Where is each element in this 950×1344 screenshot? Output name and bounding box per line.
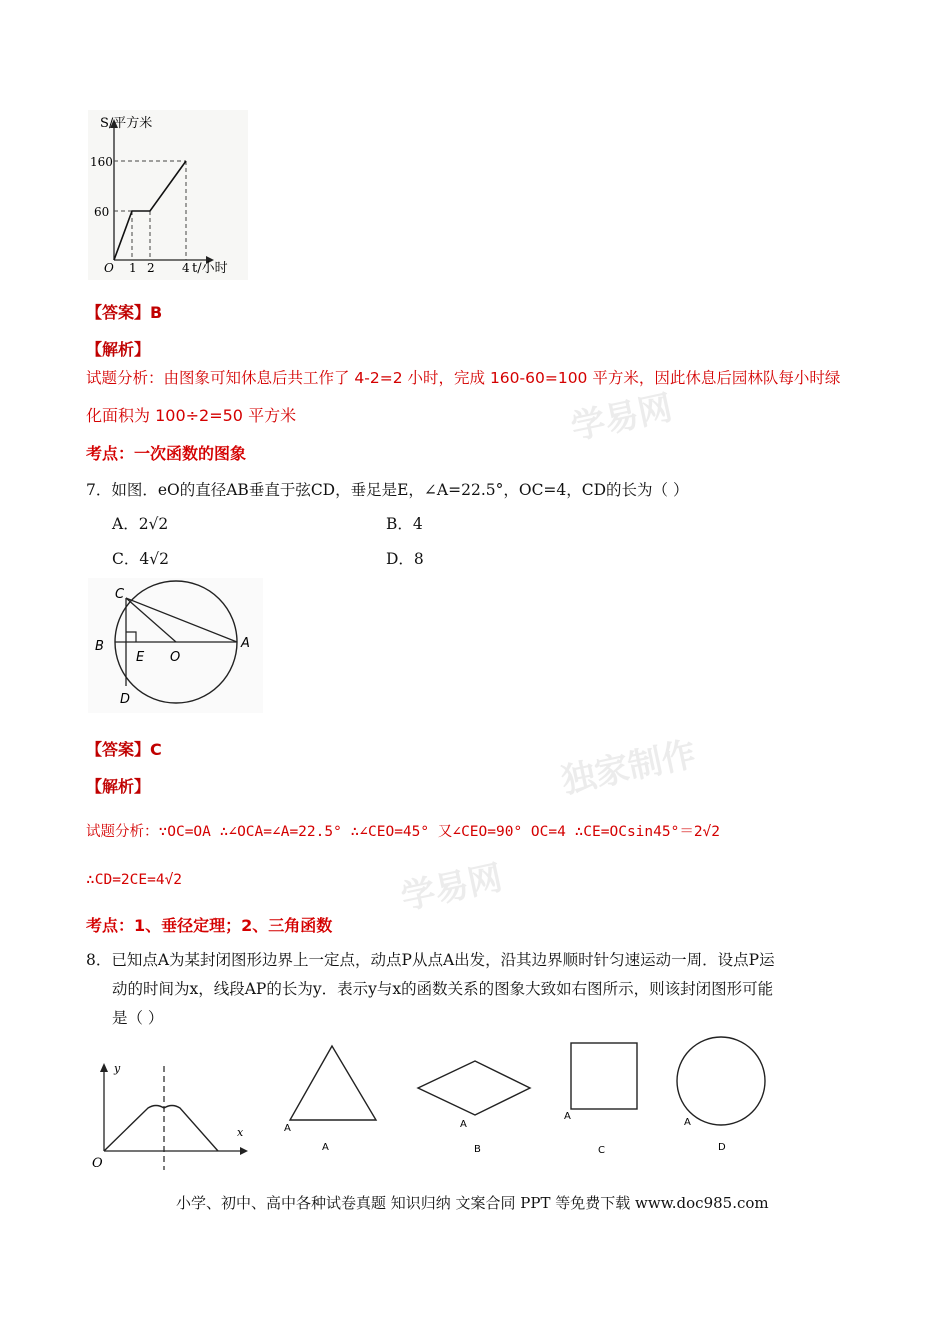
rhombus-point-a-label: A: [460, 1119, 467, 1130]
q7-circle-figure: [88, 578, 263, 713]
q8-stem-line2: 动的时间为x，线段AP的长为y．表示y与x的函数关系的图象大致如右图所示，则该封闭图形可能: [112, 980, 774, 998]
q6-answer-label: 【答案】B: [86, 303, 163, 322]
point-o-label: O: [170, 650, 181, 665]
q8-x-axis-label: x: [237, 1126, 244, 1139]
point-c-label: C: [115, 587, 125, 602]
q7-analysis-line2: ∴CD=2CE=4√2: [86, 872, 183, 888]
q6-topic: 考点：一次函数的图象: [86, 444, 247, 463]
watermark: 独家制作: [558, 734, 700, 802]
point-a-label: A: [241, 636, 250, 651]
x-tick-4: 4: [182, 261, 190, 275]
q8-origin-label: O: [92, 1156, 103, 1171]
x-tick-1: 1: [129, 261, 137, 275]
option-a-label: A: [322, 1142, 329, 1153]
q6-analysis-line2: 化面积为 100÷2=50 平方米: [86, 406, 297, 425]
q7-option-a: A．2√2: [112, 515, 169, 533]
q8-option-triangle: [282, 1042, 382, 1157]
q7-stem: 7．如图．eO的直径AB垂直于弦CD，垂足是E，∠A=22.5°，OC=4，CD的长为（ ）: [86, 481, 689, 499]
point-e-label: E: [136, 650, 145, 665]
q7-analysis-label: 【解析】: [86, 777, 151, 796]
q7-analysis-line1: 试题分析：∵OC=OA ∴∠OCA=∠A=22.5° ∴∠CEO=45° 又∠CEO=90° OC=4 ∴CE=OCsin45°＝2√2: [86, 824, 721, 840]
q8-function-graph: [86, 1058, 251, 1173]
q8-stem-line3: 是（ ）: [112, 1009, 164, 1027]
q7-answer-label: 【答案】C: [86, 740, 162, 759]
page-footer: 小学、初中、高中各种试卷真题 知识归纳 文案合同 PPT 等免费下载 www.doc985.com: [176, 1194, 769, 1212]
y-tick-60: 60: [94, 205, 110, 219]
q6-analysis-label: 【解析】: [86, 340, 151, 359]
x-tick-2: 2: [147, 261, 155, 275]
origin-label: O: [104, 261, 114, 275]
q8-y-axis-label: y: [114, 1062, 121, 1075]
q8-option-rhombus: [410, 1055, 535, 1155]
point-d-label: D: [120, 692, 131, 707]
point-b-label: B: [95, 639, 104, 654]
q8-stem-line1: 8．已知点A为某封闭图形边界上一定点，动点P从点A出发，沿其边界顺时针匀速运动一周．设点P运: [86, 951, 775, 969]
q8-option-square: [562, 1038, 647, 1158]
y-tick-160: 160: [90, 155, 113, 169]
x-axis-label: t/小时: [192, 261, 228, 276]
square-point-a-label: A: [564, 1111, 571, 1122]
y-axis-label: S/平方米: [100, 116, 153, 131]
q7-option-d: D．8: [386, 550, 424, 568]
q6-area-time-graph: [88, 110, 248, 280]
q7-option-c: C．4√2: [112, 550, 169, 568]
q8-option-circle: [672, 1028, 772, 1158]
option-d-label: D: [718, 1142, 726, 1153]
q6-analysis-line1: 试题分析：由图象可知休息后共工作了 4-2=2 小时，完成 160-60=100 平方米，因此休息后园林队每小时绿: [86, 369, 841, 387]
circle-point-a-label: A: [684, 1117, 691, 1128]
q7-option-b: B．4: [386, 515, 423, 533]
option-c-label: C: [598, 1145, 605, 1156]
triangle-point-a-label: A: [284, 1123, 291, 1134]
watermark: 学易网: [397, 857, 506, 919]
watermark: 学易网: [567, 387, 676, 449]
option-b-label: B: [474, 1144, 481, 1155]
q7-topic: 考点：1、垂径定理；2、三角函数: [86, 916, 333, 935]
